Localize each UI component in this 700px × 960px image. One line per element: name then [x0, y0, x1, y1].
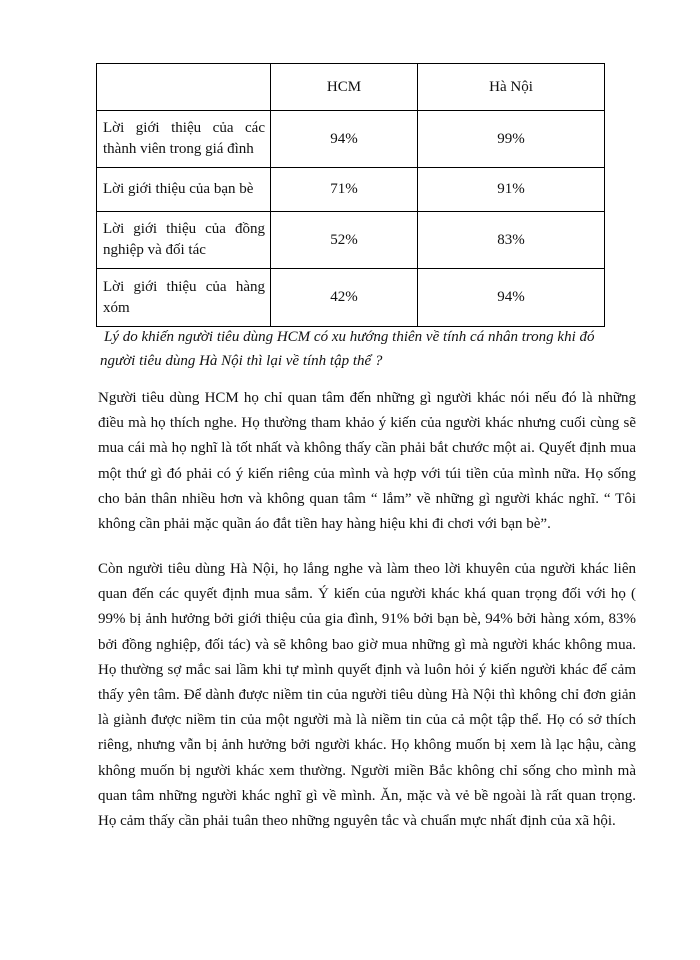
hcm-value: 52%	[271, 212, 418, 269]
comparison-table	[96, 63, 605, 327]
hanoi-value: 94%	[418, 269, 605, 327]
table-header-cell	[97, 64, 271, 111]
question-heading: Lý do khiến người tiêu dùng HCM có xu hướng thiên về tính cá nhân trong khi đó người tiêu dùng Hà Nội thì lại về tính tập thể ?	[100, 329, 595, 369]
hanoi-value: 99%	[418, 111, 605, 168]
hcm-value: 71%	[271, 168, 418, 212]
hanoi-value: 83%	[418, 212, 605, 269]
row-label: Lời giới thiệu của hàng xóm	[97, 269, 271, 327]
row-label: Lời giới thiệu của bạn bè	[97, 168, 271, 212]
table-header-hcm: HCM	[271, 64, 418, 111]
hcm-value: 94%	[271, 111, 418, 168]
hanoi-value: 91%	[418, 168, 605, 212]
paragraph-hanoi: Còn người tiêu dùng Hà Nội, họ lắng nghe và làm theo lời khuyên của người khác liên quan đến các quyết định mua sắm. Ý kiến của người khác khá quan trọng đối với họ ( 99% bị ảnh hưởng bởi giới thiệu của gia đình, 91% bởi bạn bè, 94% bởi hàng xóm, 83% bởi đồng nghiệp, đối tác) và sẽ không bao giờ mua những gì mà người khác không mua. Họ thường sợ mắc sai lầm khi tự mình quyết định và luôn hỏi ý kiến người khác để cảm thấy yên tâm. Để dành được niềm tin của người tiêu dùng Hà Nội thì không chỉ đơn giản là giành được niềm tin của một người mà là niềm tin của cả một tập thể. Họ có sở thích riêng, nhưng vẫn bị ảnh hưởng bởi người khác. Họ không muốn bị xem là lạc hậu, càng không muốn bị người khác xem thường. Người miền Bắc không chỉ sống cho mình mà quan tâm những người khác nghĩ gì về mình. Ăn, mặc và vẻ bề ngoài là rất quan trọng. Họ cảm thấy cần phải tuân theo những nguyên tắc và chuẩn mực nhất định của xã hội.	[98, 561, 636, 830]
table-row	[97, 168, 605, 212]
table-row	[97, 111, 605, 168]
table-row	[97, 269, 605, 327]
paragraph-hcm: Người tiêu dùng HCM họ chỉ quan tâm đến những gì người khác nói nếu đó là những điều mà họ thích nghe. Họ thường tham khảo ý kiến của người khác nhưng cuối cùng sẽ mua cái mà họ nghĩ là tốt nhất và không thấy cần phải bắt chước một ai. Quyết định mua một thứ gì đó phải có ý kiến riêng của mình và hợp với túi tiền của mình nữa. Họ sống cho bản thân nhiều hơn và không quan tâm “ lắm” về những gì người khác nghĩ. “ Tôi không cần phải mặc quần áo đắt tiền hay hàng hiệu khi đi chơi với bạn bè”.	[98, 390, 636, 533]
hcm-value: 42%	[271, 269, 418, 327]
row-label: Lời giới thiệu của đồng nghiệp và đối tác	[97, 212, 271, 269]
table-header-row	[97, 64, 605, 111]
row-label: Lời giới thiệu của các thành viên trong giá đình	[97, 111, 271, 168]
table-header-hanoi: Hà Nội	[418, 64, 605, 111]
table-row	[97, 212, 605, 269]
